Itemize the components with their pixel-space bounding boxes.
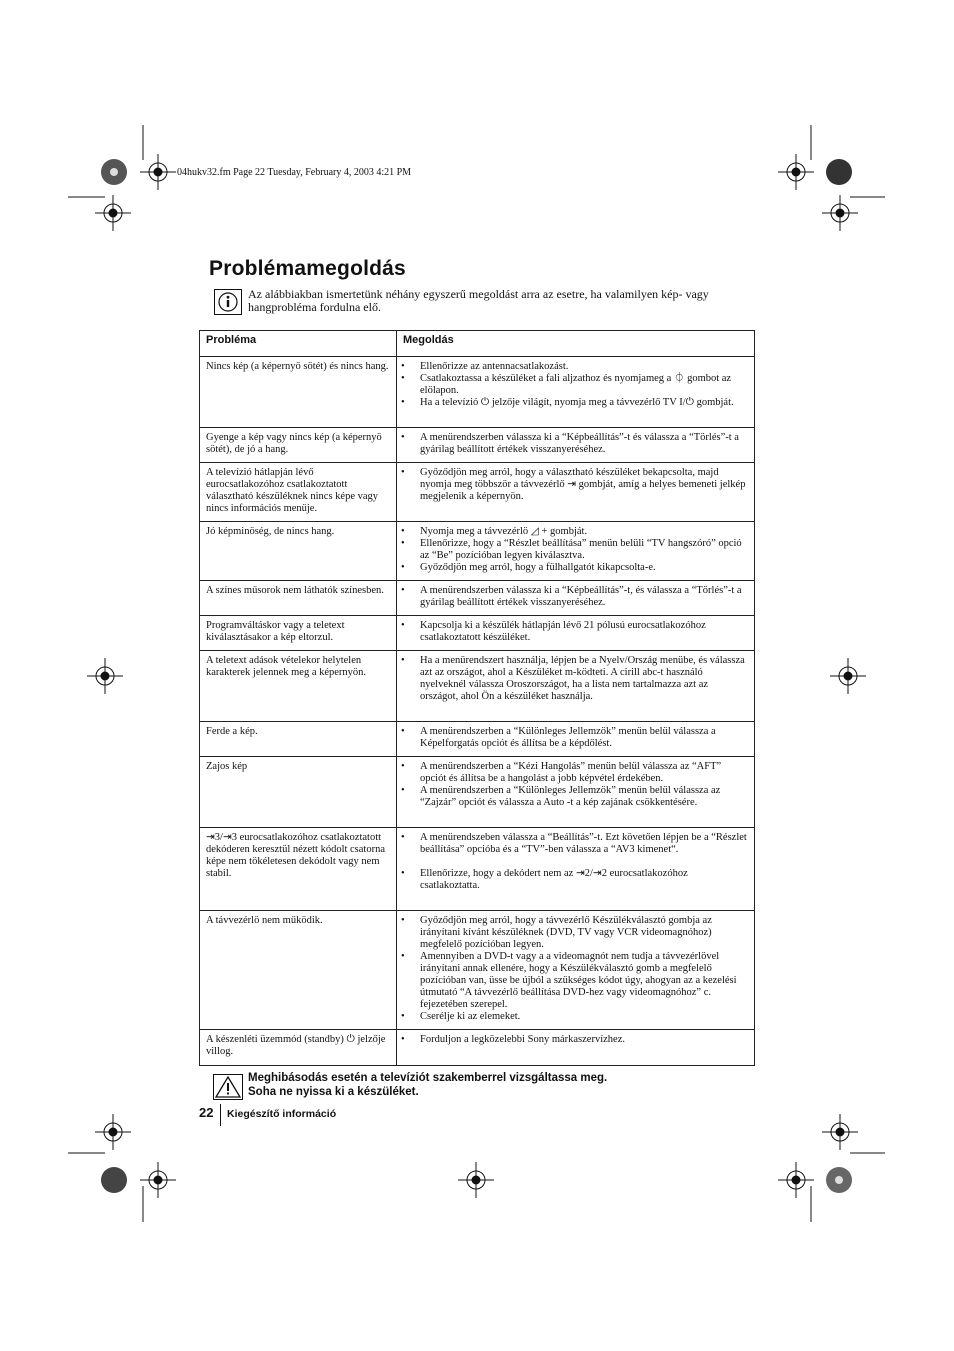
solution-list [401,526,748,574]
solution-item: • Győződjön meg arról, hogy a választható készüléket bekapcsolta, majd nyomja meg többször a távvezérlő ⇥ gombját, amíg a helyes bemeneti jelkép megjelenik a képernyön. [401,467,748,503]
solution-list [401,467,748,503]
solution-list [401,832,748,892]
solution-list [401,1034,748,1046]
solution-item: • Ha a menürendszert használja, lépjen be a Nyelv/Ország menübe, és válassza azt az országot, ahol a Készüléket m-ködteti. A cirill abc-t használó nyelveknél válassza Oroszországot, ha a lista nem tartalmazza azt az országot, ahol Ön a készüléket használja. [401,655,748,703]
problem-cell: A színes műsorok nem láthatók színesben. [200,581,397,616]
problem-cell: Ferde a kép. [200,722,397,757]
table-row [200,357,755,428]
page-number: 22 [199,1105,214,1120]
solution-cell [397,616,755,651]
solution-item: • Ellenőrizze, hogy a “Részlet beállítása” menün belüli “TV hangszóró” opció az “Be” pozícióban legyen kiválasztva. [401,538,748,562]
solution-cell [397,522,755,581]
solution-item: • Ellenőrizze az antennacsatlakozást. [401,361,748,373]
table-row [200,616,755,651]
solution-item: • Kapcsolja ki a készülék hátlapján lévő 21 pólusú eurocsatlakozóhoz csatlakoztatott készüléket. [401,620,748,644]
solution-list [401,915,748,1023]
table-row [200,828,755,911]
column-header-solution: Megoldás [397,331,755,357]
solution-cell [397,722,755,757]
solution-list [401,432,748,456]
solution-item: • Győződjön meg arról, hogy a távvezérlő Készülékválasztó gombja az irányítani kívánt készüléknek (DVD, TV vagy VCR videomagnóhoz) megfelelő pozícióban legyen. [401,915,748,951]
solution-item: • Nyomja meg a távvezérlö ◿ + gombját. [401,526,748,538]
solution-item: • Amennyiben a DVD-t vagy a a videomagnót nem tudja a távvezérlövel irányítani annak ellenére, hogy a Készülékválasztó gomb a megfelelő pozícióban van, üsse be újból a szükséges kódot úgy, ahogyan az a kezelési útmutató “A távvezérlő beállítása DVD-hez vagy videomagnóhoz” c. fejezetében szerepel. [401,951,748,1011]
problem-cell: Programváltáskor vagy a teletext kiválasztásakor a kép eltorzul. [200,616,397,651]
problem-cell: ⇥3/⇥3 eurocsatlakozóhoz csatlakoztatott dekóderen keresztül nézett kódolt csatorna képe nem tökéletesen dekódolt vagy nem stabil. [200,828,397,911]
solution-item: • A menürendszerben válassza ki a “Képbeállítás”-t, és válassza a “Törlés”-t a gyárilag beállított értékek visszanyeréséhez. [401,585,748,609]
table-row [200,1030,755,1066]
solution-item: • Forduljon a legközelebbi Sony márkaszervízhez. [401,1034,748,1046]
intro-text: Az alábbiakban ismertetünk néhány egyszerű megoldást arra az esetre, ha valamilyen kép- vagy hangprobléma fordulna elő. [248,287,709,314]
table-row [200,428,755,463]
solution-list [401,361,748,409]
solution-cell [397,1030,755,1066]
solution-list [401,726,748,750]
solution-item: • A menürendszerben a “Kézi Hangolás” menün belül válassza az “AFT” opciót és állítsa be a hangolást a jobb képvétel érdekében. [401,761,748,785]
solution-cell [397,428,755,463]
solution-item: • Győződjön meg arról, hogy a fülhallgatót kikapcsolta-e. [401,562,748,574]
solution-cell [397,357,755,428]
solution-cell [397,828,755,911]
problem-cell: Jó képminöség, de nincs hang. [200,522,397,581]
solution-list [401,761,748,809]
info-icon [214,289,242,315]
table-row [200,581,755,616]
solution-cell [397,463,755,522]
problem-cell: A távvezérlö nem működik. [200,911,397,1030]
solution-item: • A menürendszerben a “Különleges Jellemzök” menün belül válassza az “Zajzár” opciót és válassza a Auto -t a kép zajának csökkentésére. [401,785,748,809]
table-row [200,911,755,1030]
column-header-problem: Probléma [200,331,397,357]
table-row [200,463,755,522]
solution-item: • A menürendszerben a “Különleges Jellemzök” menün belül válassza a Képelforgatás opciót és állítsa be a képdőlést. [401,726,748,750]
problem-cell: A teletext adások vételekor helytelen karakterek jelennek meg a képernyön. [200,651,397,722]
warning-text [248,1071,607,1099]
solution-list [401,620,748,644]
table-row [200,651,755,722]
solution-cell [397,581,755,616]
solution-cell [397,651,755,722]
solution-item: • A menürendszeben válassza a “Beállítás”-t. Ezt követően lépjen be a “Részlet beállítása” opcióba és a “TV”-ben válassza a “AV3 kimenet“. [401,832,748,856]
warning-triangle-icon [213,1074,243,1100]
page-title: Problémamegoldás [209,257,406,280]
solution-item: • Csatlakoztassa a készüléket a fali aljzathoz és nyomjameg a ⏀ gombot az elölapon. [401,373,748,397]
footer-divider [220,1104,221,1126]
problem-cell: Zajos kép [200,757,397,828]
file-header: 04hukv32.fm Page 22 Tuesday, February 4, 2003 4:21 PM [177,167,412,178]
solution-item: • Cserélje ki az elemeket. [401,1011,748,1023]
troubleshooting-table [199,330,755,1066]
problem-cell: A televízió hátlapján lévő eurocsatlakozóhoz csatlakoztatott választható készüléknek nincs képe vagy nincs információs menüje. [200,463,397,522]
warning-line-2: Soha ne nyissa ki a készüléket. [248,1086,419,1098]
solution-cell [397,911,755,1030]
warning-line-1: Meghibásodás esetén a televíziót szakemberrel vizsgáltassa meg. [248,1072,608,1084]
table-row [200,757,755,828]
table-row [200,522,755,581]
solution-list [401,585,748,609]
solution-item: • Ha a televízió ⏻ jelzője világít, nyomja meg a távvezérlő TV I/⏻ gombját. [401,397,748,409]
solution-list [401,655,748,703]
solution-cell [397,757,755,828]
problem-cell: Nincs kép (a képernyö sötét) és nincs hang. [200,357,397,428]
table-row [200,722,755,757]
problem-cell: Gyenge a kép vagy nincs kép (a képernyö sötét), de jó a hang. [200,428,397,463]
problem-cell: A készenléti üzemmód (standby) ⏻ jelzője villog. [200,1030,397,1066]
section-name: Kiegészítő információ [227,1108,337,1120]
solution-item: • Ellenőrizze, hogy a dekódert nem az ⇥2/⇥2 eurocsatlakozóhoz csatlakoztatta. [401,868,748,892]
solution-item: • A menürendszerben válassza ki a “Képbeállítás”-t és válassza a “Törlés”-t a gyárilag beállított értékek visszanyeréséhez. [401,432,748,456]
